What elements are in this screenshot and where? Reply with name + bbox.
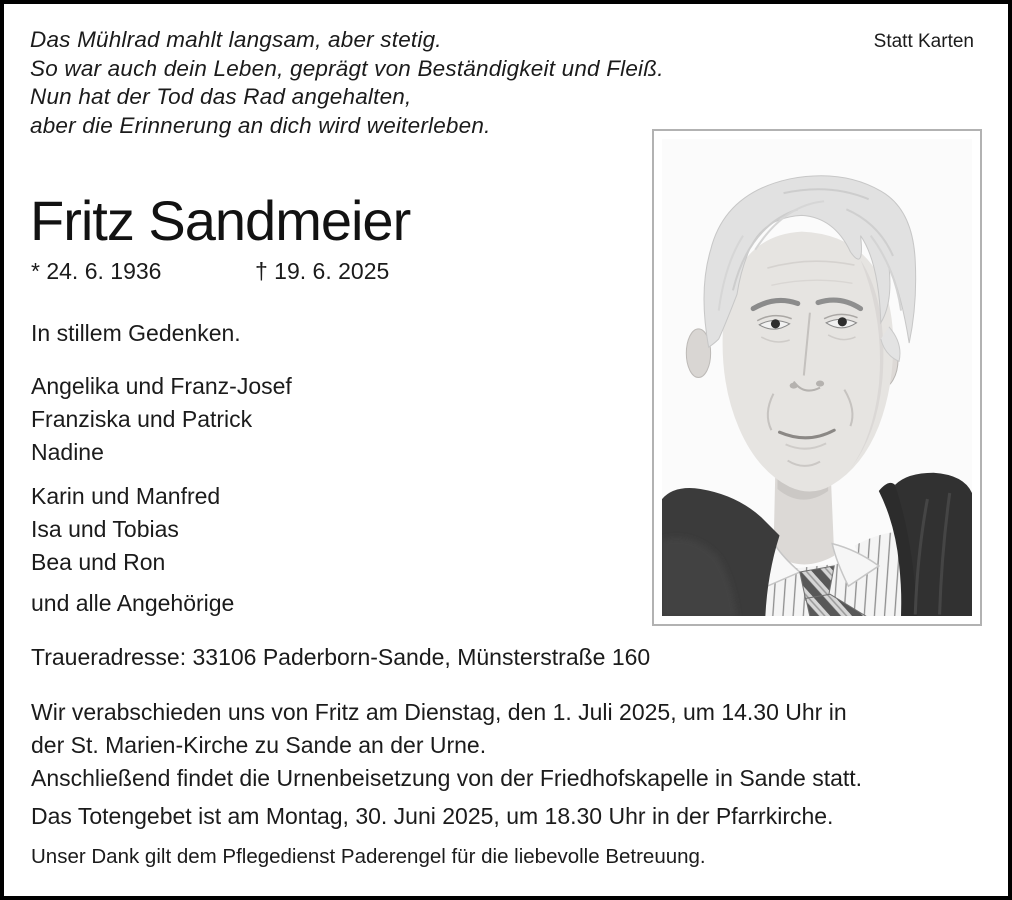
poem-line: Nun hat der Tod das Rad angehalten,: [30, 84, 412, 109]
farewell-paragraph: [31, 696, 862, 795]
family-name-line: Karin und Manfred: [31, 483, 221, 509]
family-names-group-1: [31, 370, 292, 469]
family-name-line: Nadine: [31, 439, 104, 465]
family-name-line: Bea und Ron: [31, 549, 166, 575]
poem-line: So war auch dein Leben, geprägt von Beständigkeit und Fleiß.: [30, 55, 664, 81]
memorial-intro: In stillem Gedenken.: [31, 320, 241, 346]
mourning-address: Traueradresse: 33106 Paderborn-Sande, Münsterstraße 160: [31, 644, 651, 670]
farewell-line: der St. Marien-Kirche zu Sande an der Urne.: [31, 732, 487, 758]
family-name-line: Franziska und Patrick: [31, 406, 253, 432]
family-closing: und alle Angehörige: [31, 590, 235, 616]
poem-line: aber die Erinnerung an dich wird weiterleben.: [30, 112, 491, 138]
deceased-name: Fritz Sandmeier: [30, 189, 411, 252]
farewell-line: Anschließend findet die Urnenbeisetzung von der Friedhofskapelle in Sande statt.: [31, 765, 863, 791]
death-date: † 19. 6. 2025: [255, 258, 390, 284]
statt-karten-label: Statt Karten: [873, 31, 974, 52]
farewell-line: Wir verabschieden uns von Fritz am Dienstag, den 1. Juli 2025, um 14.30 Uhr in: [31, 699, 847, 725]
thanks-line: Unser Dank gilt dem Pflegedienst Paderengel für die liebevolle Betreuung.: [31, 845, 706, 868]
poem-line: Das Mühlrad mahlt langsam, aber stetig.: [30, 27, 442, 52]
family-names-group-2: [31, 480, 220, 579]
totengebet-line: Das Totengebet ist am Montag, 30. Juni 2025, um 18.30 Uhr in der Pfarrkirche.: [31, 803, 834, 829]
family-name-line: Isa und Tobias: [31, 516, 179, 542]
memorial-poem: [30, 26, 664, 140]
family-name-line: Angelika und Franz-Josef: [31, 373, 292, 399]
portrait-photo-frame: [652, 129, 982, 626]
life-dates: [31, 258, 389, 285]
portrait-of-deceased: [662, 139, 972, 616]
birth-date: * 24. 6. 1936: [31, 258, 162, 284]
